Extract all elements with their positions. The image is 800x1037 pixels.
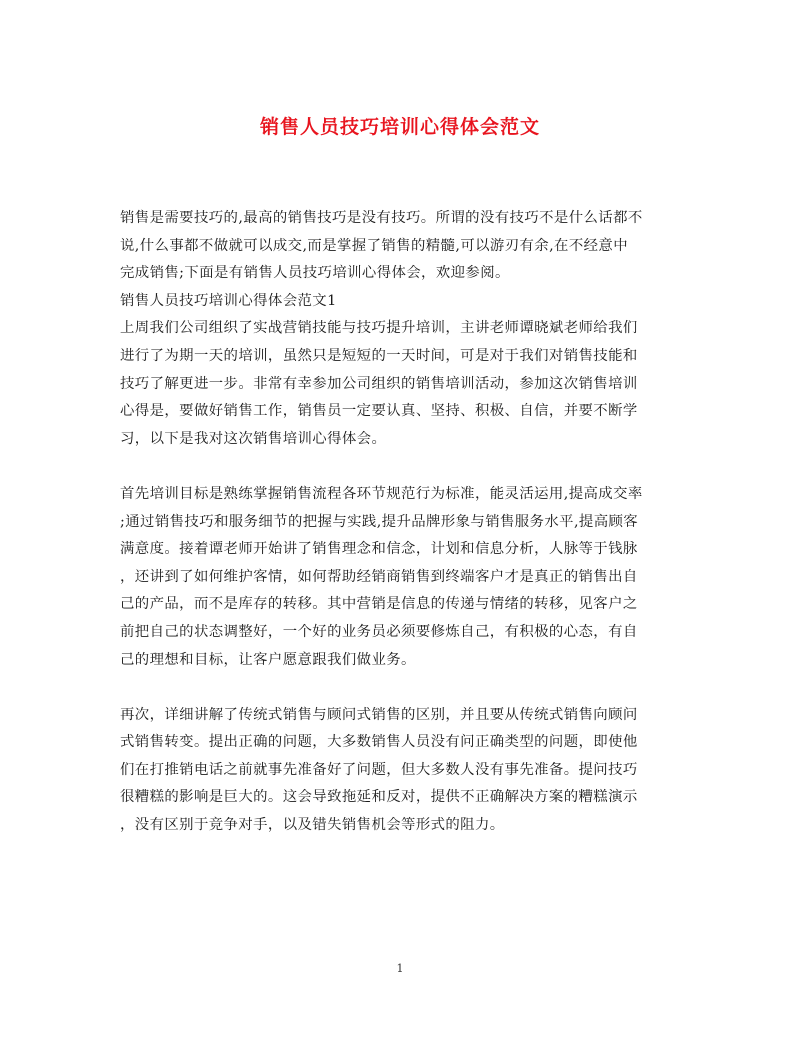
paragraph-spacer bbox=[120, 453, 690, 481]
paragraph-line: 技巧了解更进一步。非常有幸参加公司组织的销售培训活动，参加这次销售培训 bbox=[120, 375, 638, 392]
paragraph-line: 说,什么事都不做就可以成交,而是掌握了销售的精髓,可以游刃有余,在不经意中 bbox=[120, 237, 628, 254]
paragraph-line: ，还讲到了如何维护客情，如何帮助经销商销售到终端客户才是真正的销售出自 bbox=[120, 568, 638, 585]
paragraph-line: ;通过销售技巧和服务细节的把握与实践,提升品牌形象与销售服务水平,提高顾客 bbox=[120, 513, 639, 530]
paragraph-line: 满意度。接着谭老师开始讲了销售理念和信念，计划和信息分析，人脉等于钱脉 bbox=[120, 541, 638, 558]
paragraph-line: 己的理想和目标，让客户愿意跟我们做业务。 bbox=[120, 651, 416, 668]
paragraph-line: 们在打推销电话之前就事先准备好了问题，但大多数人没有事先准备。提问技巧 bbox=[120, 761, 638, 778]
paragraph-line: 很糟糕的影响是巨大的。这会导致拖延和反对，提供不正确解决方案的糟糕演示 bbox=[120, 789, 638, 806]
document-title: 销售人员技巧培训心得体会范文 bbox=[259, 116, 540, 138]
paragraph-line: 心得是，要做好销售工作，销售员一定要认真、坚持、积极、自信，并要不断学 bbox=[120, 403, 638, 420]
paragraph-line: 销售是需要技巧的,最高的销售技巧是没有技巧。所谓的没有技巧不是什么话都不 bbox=[120, 210, 643, 226]
paragraph-line: 式销售转变。提出正确的问题，大多数销售人员没有问正确类型的问题，即使他 bbox=[120, 734, 638, 751]
document-body bbox=[120, 205, 690, 840]
paragraph bbox=[120, 315, 690, 453]
paragraph-line: 前把自己的状态调整好，一个好的业务员必须要修炼自己，有积极的心态，有自 bbox=[120, 623, 638, 640]
page-number: 1 bbox=[396, 962, 404, 975]
paragraph-line: 完成销售;下面是有销售人员技巧培训心得体会，欢迎参阅。 bbox=[120, 265, 510, 282]
paragraph-line: 习，以下是我对这次销售培训心得体会。 bbox=[120, 430, 387, 447]
paragraph-line: 上周我们公司组织了实战营销技能与技巧提升培训，主讲老师谭晓斌老师给我们 bbox=[120, 320, 638, 337]
paragraph bbox=[120, 481, 690, 674]
paragraph bbox=[120, 205, 690, 288]
paragraph-line: 销售人员技巧培训心得体会范文1 bbox=[120, 292, 337, 309]
paragraph-spacer bbox=[120, 674, 690, 702]
paragraph-line: ，没有区别于竞争对手，以及错失销售机会等形式的阻力。 bbox=[120, 817, 505, 834]
paragraph-line: 进行了为期一天的培训，虽然只是短短的一天时间，可是对于我们对销售技能和 bbox=[120, 347, 638, 364]
paragraph-line: 首先培训目标是熟练掌握销售流程各环节规范行为标准，能灵活运用,提高成交率 bbox=[120, 485, 643, 502]
paragraph-line: 再次，详细讲解了传统式销售与顾问式销售的区别，并且要从传统式销售向顾问 bbox=[120, 706, 638, 723]
paragraph bbox=[120, 288, 690, 316]
paragraph-line: 己的产品，而不是库存的转移。其中营销是信息的传递与情绪的转移，见客户之 bbox=[120, 596, 638, 613]
paragraph bbox=[120, 702, 690, 840]
